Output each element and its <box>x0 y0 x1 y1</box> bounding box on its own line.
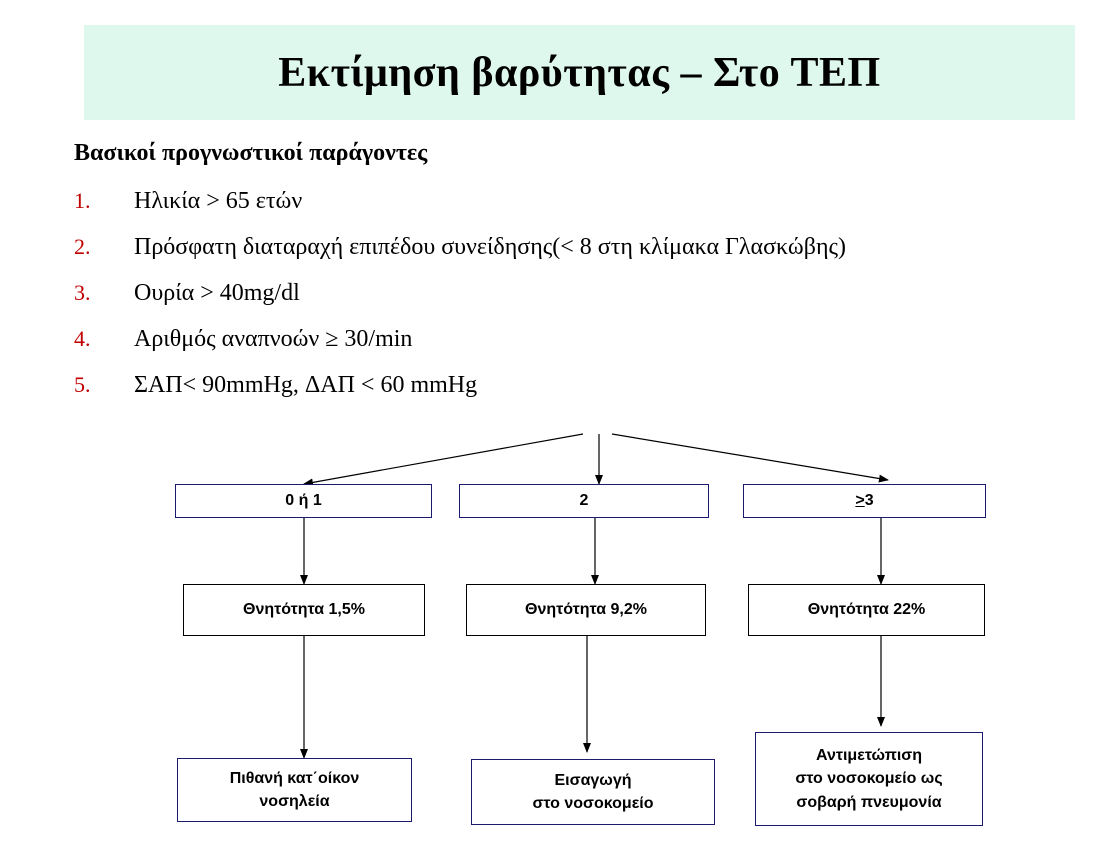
slide-title: Εκτίμηση βαρύτητας – Στο ΤΕΠ <box>278 49 881 96</box>
outcome-line: σοβαρή πνευμονία <box>796 793 942 811</box>
list-text: Ηλικία > 65 ετών <box>134 187 303 214</box>
category-label: 0 ή 1 <box>285 492 322 510</box>
arrow-root-to-cat-3 <box>612 434 888 480</box>
category-box-2 <box>459 484 709 518</box>
outcome-line: Εισαγωγή <box>554 771 632 789</box>
list-text: Αριθμός αναπνοών ≥ 30/min <box>134 325 413 352</box>
category-label: 3 <box>864 492 874 510</box>
list-number: 4. <box>74 326 91 351</box>
list-number: 1. <box>74 188 91 213</box>
mortality-label: Θνητότητα 9,2% <box>525 601 647 619</box>
category-box-0-or-1 <box>175 484 432 518</box>
outcome-line: στο νοσοκομείο ως <box>795 770 943 788</box>
outcome-box-admission <box>471 759 715 825</box>
outcome-line: νοσηλεία <box>259 793 330 810</box>
mortality-label: Θνητότητα 22% <box>807 601 926 619</box>
mortality-box-2 <box>466 584 706 636</box>
outcome-box-home-care <box>177 758 412 822</box>
factors-heading: Βασικοί προγνωστικοί παράγοντες <box>74 140 428 166</box>
outcome-line: Αντιμετώπιση <box>815 747 922 765</box>
list-number: 5. <box>74 372 91 397</box>
list-text: Ουρία > 40mg/dl <box>134 279 300 306</box>
arrow-root-to-cat-1 <box>304 434 583 484</box>
list-text: ΣΑΠ< 90mmHg, ΔΑΠ < 60 mmHg <box>134 371 478 398</box>
list-number: 2. <box>74 234 91 259</box>
list-text: Πρόσφατη διαταραχή επιπέδου συνείδησης(< 8 στη κλίμακα Γλασκώβης) <box>134 233 846 260</box>
category-label: 2 <box>579 492 589 510</box>
category-box-3-plus <box>743 484 986 518</box>
mortality-label: Θνητότητα 1,5% <box>243 601 365 619</box>
greater-equal-symbol: > <box>855 492 865 510</box>
list-number: 3. <box>74 280 91 305</box>
outcome-line: Πιθανή κατ΄οίκον <box>229 769 360 787</box>
outcome-line: στο νοσοκομείο <box>532 795 654 812</box>
mortality-box-1 <box>183 584 425 636</box>
outcome-box-severe-pneumonia <box>755 732 983 826</box>
mortality-box-3 <box>748 584 985 636</box>
